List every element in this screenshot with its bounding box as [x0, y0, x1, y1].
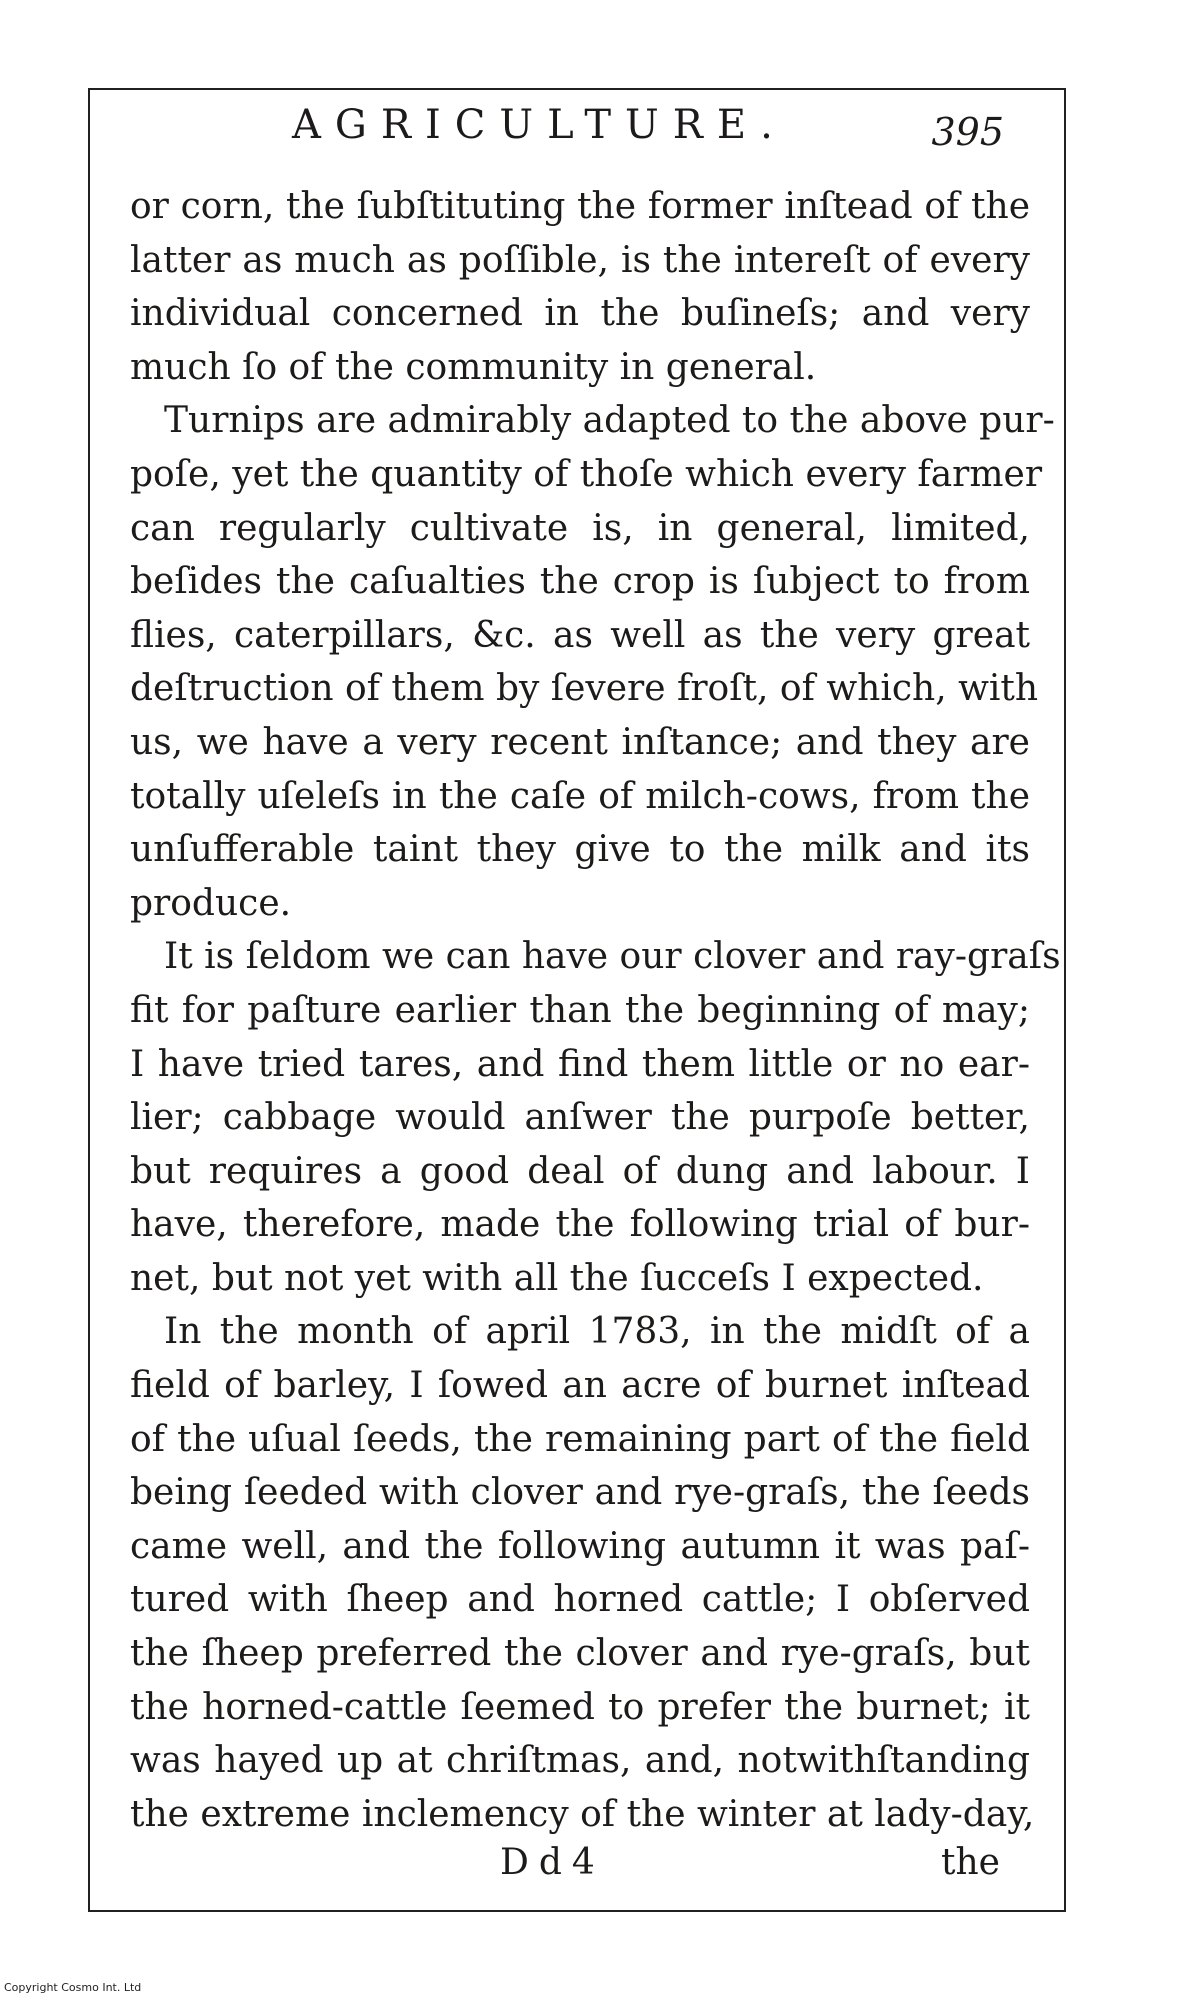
- catchword: the: [941, 1842, 1000, 1883]
- text-line: tured with ſheep and horned cattle; I obſerved: [130, 1579, 1030, 1621]
- text-line: have, therefore, made the following trial of bur-: [130, 1204, 1030, 1246]
- text-line: the ſheep preferred the clover and rye-graſs, but: [130, 1633, 1030, 1675]
- text-line: the extreme inclemency of the winter at lady-day,: [130, 1793, 1035, 1835]
- running-title: AGRICULTURE.: [292, 102, 787, 148]
- text-line: us, we have a very recent inſtance; and they are: [130, 721, 1030, 763]
- body-text: [130, 180, 1061, 1841]
- text-line: deſtruction of them by ſevere froſt, of which, with: [130, 668, 1039, 710]
- text-line: the horned-cattle ſeemed to prefer the burnet; it: [130, 1686, 1030, 1728]
- copyright-notice: Copyright Cosmo Int. Ltd: [4, 1981, 142, 1994]
- text-line: I have tried tares, and find them little or no ear-: [130, 1043, 1030, 1085]
- text-line: was hayed up at chriſtmas, and, notwithſtanding: [130, 1740, 1030, 1782]
- text-line: It is ſeldom we can have our clover and ray-graſs: [164, 936, 1061, 978]
- text-line: latter as much as poſſible, is the intereſt of every: [130, 239, 1030, 281]
- text-line: beſides the caſualties the crop is ſubject to from: [130, 561, 1030, 603]
- text-line: field of barley, I ſowed an acre of burnet inſtead: [130, 1365, 1030, 1407]
- text-line: unſufferable taint they give to the milk and its: [130, 829, 1030, 871]
- text-line: can regularly cultivate is, in general, limited,: [130, 507, 1030, 549]
- text-line: poſe, yet the quantity of thoſe which every farmer: [130, 453, 1043, 495]
- page-header: [90, 102, 1064, 162]
- text-line: but requires a good deal of dung and labour. I: [130, 1150, 1030, 1192]
- text-line: of the uſual ſeeds, the remaining part of the field: [130, 1418, 1030, 1460]
- text-line: or corn, the ſubſtituting the former inſtead of the: [130, 186, 1030, 227]
- text-line: fit for paſture earlier than the beginning of may;: [130, 989, 1030, 1031]
- text-line: flies, caterpillars, &c. as well as the very great: [130, 614, 1030, 656]
- text-line: being ſeeded with clover and rye-graſs, the ſeeds: [130, 1472, 1030, 1514]
- text-line: came well, and the following autumn it was paſ-: [130, 1525, 1030, 1567]
- text-line: individual concerned in the buſineſs; and very: [130, 293, 1030, 335]
- page-footer: [90, 1842, 1064, 1894]
- signature-mark: Dd4: [500, 1842, 605, 1883]
- text-line: lier; cabbage would anſwer the purpoſe better,: [130, 1097, 1030, 1139]
- text-line: Turnips are admirably adapted to the above pur-: [164, 400, 1055, 442]
- book-page: [88, 88, 1066, 1912]
- text-line: net, but not yet with all the ſucceſs I expected.: [130, 1257, 984, 1299]
- page-number: 395: [931, 110, 1004, 154]
- text-line: produce.: [130, 882, 292, 924]
- text-line: totally uſeleſs in the caſe of milch-cows, from the: [130, 775, 1030, 817]
- text-line: In the month of april 1783, in the midſt of a: [164, 1311, 1030, 1353]
- text-line: much ſo of the community in general.: [130, 346, 817, 388]
